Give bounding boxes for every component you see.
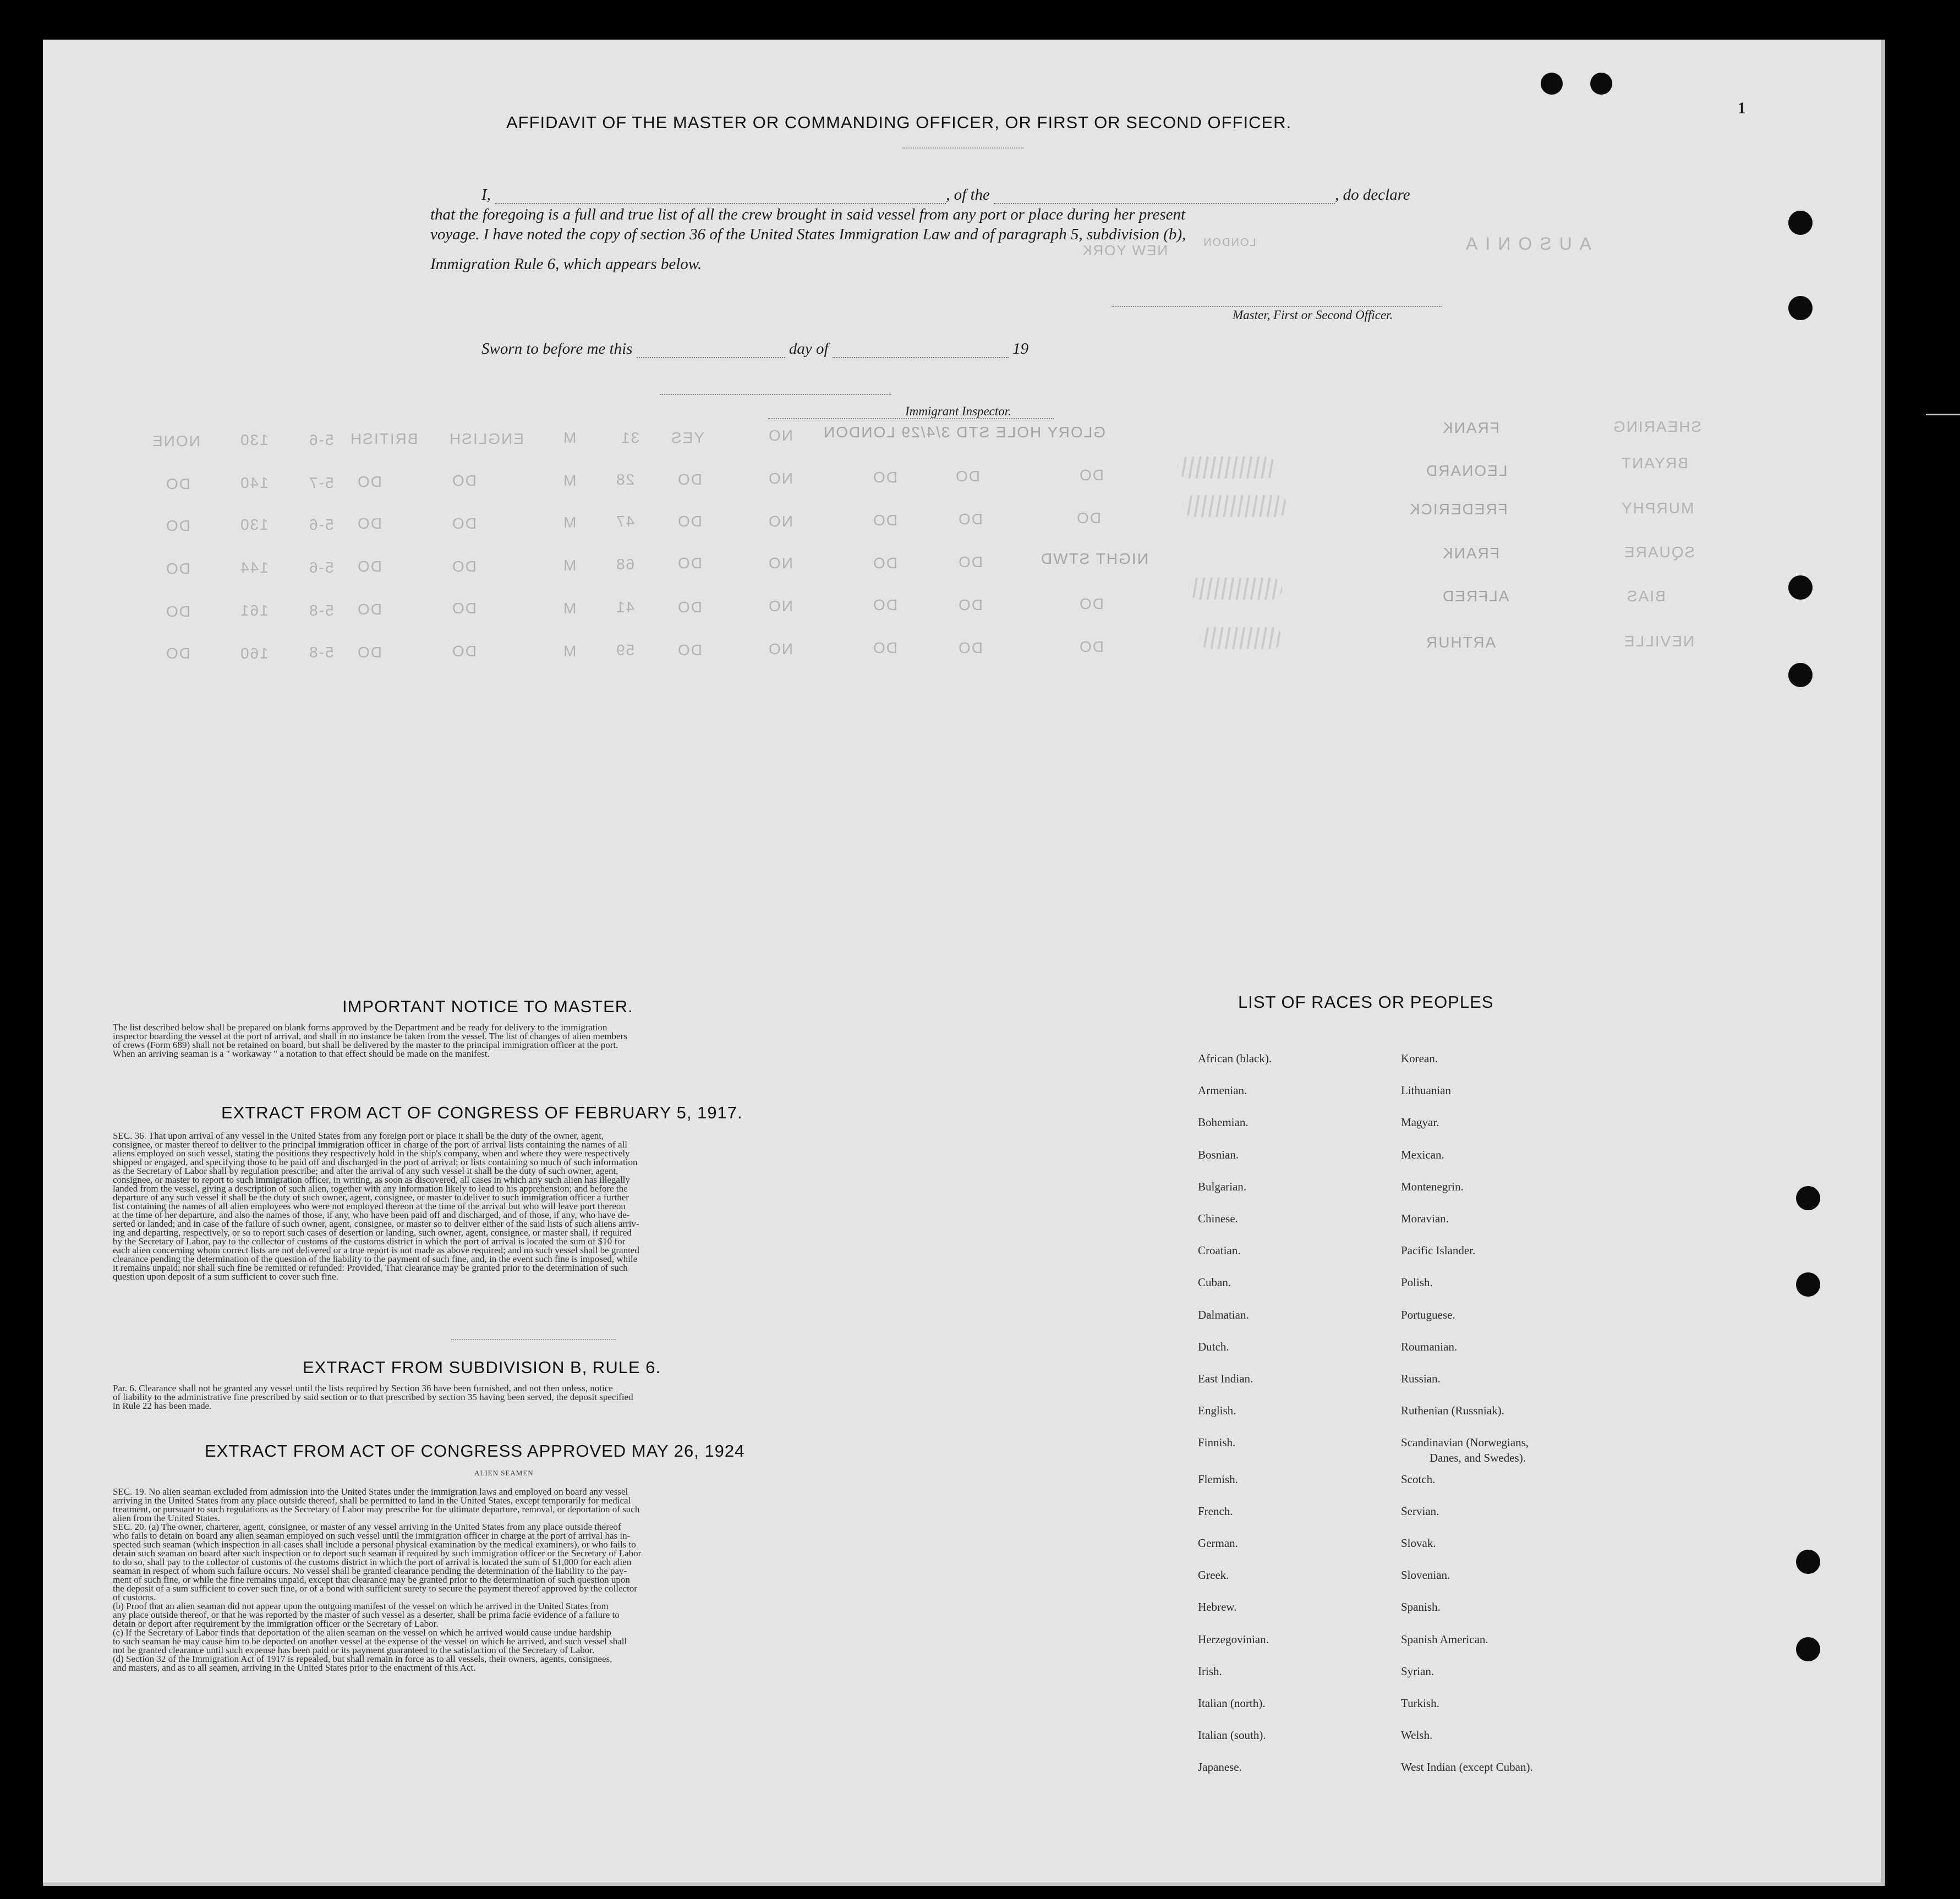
ghost-weight: 130 bbox=[239, 431, 269, 448]
race-item: Bosnian. bbox=[1198, 1148, 1239, 1161]
race-item: Ruthenian (Russniak). bbox=[1401, 1404, 1504, 1417]
ghost-c3: DO bbox=[677, 599, 702, 616]
ghost-surname: MURPHY bbox=[1620, 500, 1694, 517]
race-item: Roumanian. bbox=[1401, 1340, 1458, 1353]
affidavit-line-1: that the foregoing is a full and true list of all the crew brought in said vessel from any port or place during her present bbox=[430, 206, 1186, 223]
race-item: West Indian (except Cuban). bbox=[1401, 1760, 1533, 1774]
ghost-c4: DO bbox=[451, 472, 477, 489]
ghost-marks: DO bbox=[165, 603, 190, 620]
ghost-c3: YES bbox=[670, 429, 705, 446]
race-item: African (black). bbox=[1198, 1052, 1272, 1065]
ghost-col1b: DO bbox=[957, 639, 983, 656]
ghost-col1b: DO bbox=[957, 596, 983, 613]
ghost-c4: DO bbox=[451, 515, 477, 532]
ghost-given: ALFRED bbox=[1442, 588, 1509, 605]
ghost-c3: DO bbox=[677, 555, 702, 572]
punch-hole bbox=[1788, 575, 1813, 600]
affidavit-line-3: Immigration Rule 6, which appears below. bbox=[430, 255, 702, 273]
ghost-new-york: NEW YORK bbox=[1081, 242, 1168, 259]
ghost-col1: NIGHT STWD bbox=[1040, 550, 1148, 567]
extract-rule6-text: Par. 6. Clearance shall not be granted any vessel until the lists required by Section 36 have been furnished, and not then unless, notice of liability to the administrative fine prescribed by said section or to that prescribed by section 35 having been served, the deposit specified in Rule 22 has been made. bbox=[113, 1383, 633, 1411]
ghost-handwriting bbox=[1200, 627, 1282, 649]
ghost-age: 68 bbox=[615, 556, 635, 573]
ghost-sex: M bbox=[562, 557, 577, 574]
ghost-col1c: DO bbox=[872, 555, 897, 572]
ghost-col1c: DO bbox=[872, 512, 897, 529]
ghost-height: 5-7 bbox=[308, 474, 334, 491]
punch-hole bbox=[1788, 211, 1813, 235]
race-item: Italian (south). bbox=[1198, 1728, 1266, 1742]
ghost-age: 59 bbox=[615, 641, 635, 658]
ghost-col1c: DO bbox=[872, 469, 897, 486]
ghost-sex: M bbox=[562, 472, 577, 489]
ghost-col1: DO bbox=[1078, 466, 1104, 484]
ghost-c5: DO bbox=[357, 515, 382, 532]
ghost-handwriting bbox=[1189, 578, 1282, 600]
sworn-month-field[interactable] bbox=[833, 357, 1009, 358]
ghost-given: LEONARD bbox=[1425, 462, 1508, 479]
master-signature-line[interactable] bbox=[1112, 306, 1442, 307]
ghost-age: 47 bbox=[615, 513, 635, 530]
ghost-age: 41 bbox=[615, 599, 635, 616]
race-item: Korean. bbox=[1401, 1052, 1438, 1065]
sworn-label: Sworn to before me this bbox=[481, 340, 633, 358]
title-underline bbox=[902, 147, 1023, 149]
ghost-given: FREDERICK bbox=[1409, 501, 1508, 518]
ghost-col1: DO bbox=[1078, 638, 1104, 655]
ghost-surname: BRYANT bbox=[1620, 454, 1688, 471]
ghost-age: 28 bbox=[615, 471, 635, 488]
race-item: Welsh. bbox=[1401, 1728, 1433, 1742]
ghost-c5: DO bbox=[357, 601, 382, 618]
ghost-weight: 130 bbox=[239, 516, 269, 533]
race-item: Syrian. bbox=[1401, 1665, 1435, 1678]
ghost-height: 5-6 bbox=[308, 516, 334, 533]
ghost-c3: DO bbox=[677, 641, 702, 658]
race-item: Montenegrin. bbox=[1401, 1180, 1464, 1193]
ghost-col1c: DO bbox=[872, 596, 897, 613]
vessel-field[interactable] bbox=[994, 203, 1335, 204]
race-item: Spanish. bbox=[1401, 1600, 1441, 1613]
day-of-label: day of bbox=[789, 340, 829, 358]
ghost-c2: NO bbox=[768, 513, 793, 530]
race-item: Russian. bbox=[1401, 1372, 1441, 1385]
race-item: Scotch. bbox=[1401, 1473, 1436, 1486]
ghost-col1b: DO bbox=[955, 468, 980, 485]
ghost-col1b: DO bbox=[957, 553, 983, 570]
ghost-age: 31 bbox=[620, 429, 640, 446]
ghost-surname: SHEARING bbox=[1612, 418, 1702, 435]
punch-hole bbox=[1796, 1186, 1820, 1210]
ghost-given: FRANK bbox=[1442, 545, 1499, 562]
ghost-london: LONDON bbox=[1202, 237, 1256, 249]
race-item: Flemish. bbox=[1198, 1473, 1238, 1486]
race-item: Moravian. bbox=[1401, 1212, 1449, 1225]
race-item: Japanese. bbox=[1198, 1760, 1242, 1774]
inspector-signature-line[interactable] bbox=[660, 394, 891, 395]
race-item: Polish. bbox=[1401, 1276, 1433, 1289]
ghost-height: 5-6 bbox=[308, 431, 334, 448]
race-item: Croatian. bbox=[1198, 1244, 1241, 1257]
ghost-given: FRANK bbox=[1442, 419, 1499, 436]
ghost-weight: 140 bbox=[239, 474, 269, 491]
ghost-handwriting bbox=[1183, 495, 1288, 517]
ghost-weight: 144 bbox=[239, 559, 269, 576]
race-item: Armenian. bbox=[1198, 1084, 1247, 1097]
ghost-c4: DO bbox=[451, 643, 477, 660]
race-item: Turkish. bbox=[1401, 1697, 1439, 1710]
sworn-day-field[interactable] bbox=[637, 357, 785, 358]
inspector-label: Immigrant Inspector. bbox=[905, 404, 1011, 418]
ghost-col1: DO bbox=[1076, 509, 1101, 526]
ghost-c2: NO bbox=[768, 470, 793, 487]
ghost-c5: DO bbox=[357, 473, 382, 490]
punch-hole bbox=[1788, 663, 1813, 687]
ghost-c5: DO bbox=[357, 644, 382, 661]
race-item: Dalmatian. bbox=[1198, 1308, 1249, 1321]
ghost-col1: DO bbox=[1078, 595, 1104, 612]
ghost-given: ARTHUR bbox=[1425, 634, 1496, 651]
extract-1924-text: SEC. 19. No alien seaman excluded from admission into the United States under the immigration laws and employed on board any vessel arriving in the United States from any place outside thereof, shall be permitted to land in the United States, except temporarily for medical treatment, or pursuant to such regulations as the Secretary of Labor may prescribe for the ultimate departure, removal, or deportation of such alien from the United States. SEC. 20. (a) The owner, charterer, agent, consignee, or master of any vessel arriving in the United States from any place outside thereof who fails to detain on board any alien seaman employed on such vessel until the immigration officer in charge at the port of arrival has in- spected such seaman (which inspection in all cases shall include a personal physical examination by the medical examiners), or who fails to detain such seaman on board after such inspection or to deport such seaman if required by such immigration officer or the Secretary of Labor to do so, shall pay to the collector of customs of the customs district in which the port of arrival is located the sum of $1,000 for each alien seaman in respect of whom such failure occurs. No vessel shall be granted clearance pending the determination of the liability to the pay- ment of such fine, or while the fine remains unpaid, except that clearance may be granted prior to the determination of such question upon the deposit of a sum sufficient to cover such fine, or of a bond with sufficient surety to secure the payment thereof approved by the collector of customs. (b) Proof that an alien seaman did not appear upon the outgoing manifest of the vessel on which he arrived in the United States from any place outside thereof, or that he was reported by the master of such vessel as a deserter, shall be prima facie evidence of a failure to detain or deport after requirement by the immigration officer or the Secretary of Labor. (c) If the Secretary of Labor finds that deportation of the alien seaman on the vessel on which he arrived would cause undue hardship to such seaman he may cause him to be deported on another vessel at the expense of the vessel on which he arrived, and such vessel shall not be granted clearance until such expense has been paid or its payment guaranteed to the satisfaction of the Secretary of Labor. (d) Section 32 of the Immigration Act of 1917 is repealed, but shall remain in force as to all vessels, their owners, agents, consignees, and masters, and as to all seamen, arriving in the United States prior to the enactment of this Act. bbox=[113, 1486, 642, 1673]
ghost-sex: M bbox=[562, 429, 577, 446]
extract-1924-title: EXTRACT FROM ACT OF CONGRESS APPROVED MAY 26, 1924 bbox=[205, 1441, 745, 1461]
race-item: German. bbox=[1198, 1536, 1238, 1550]
race-item-continued: Danes, and Swedes). bbox=[1430, 1451, 1526, 1464]
ghost-height: 5-8 bbox=[308, 602, 334, 619]
of-the-label: , of the bbox=[946, 186, 990, 204]
ghost-c5: BRITISH bbox=[349, 430, 418, 447]
race-item: Bohemian. bbox=[1198, 1116, 1249, 1129]
race-item: Lithuanian bbox=[1401, 1084, 1451, 1097]
extract-rule6-title: EXTRACT FROM SUBDIVISION B, RULE 6. bbox=[303, 1358, 661, 1377]
affidavit-line-2: voyage. I have noted the copy of section 36 of the United States Immigration Law and of paragraph 5, subdivision (b), bbox=[430, 226, 1186, 243]
race-item: Portuguese. bbox=[1401, 1308, 1455, 1321]
year-label: 19 bbox=[1012, 340, 1029, 358]
race-item: Dutch. bbox=[1198, 1340, 1229, 1353]
punch-hole bbox=[1796, 1550, 1820, 1574]
ghost-c2: NO bbox=[768, 597, 793, 614]
master-label: Master, First or Second Officer. bbox=[1233, 308, 1393, 322]
affidavit-title: AFFIDAVIT OF THE MASTER OR COMMANDING OFFICER, OR FIRST OR SECOND OFFICER. bbox=[506, 113, 1292, 132]
race-item: Hebrew. bbox=[1198, 1600, 1237, 1613]
ghost-ship-name: AUSONIA bbox=[1458, 234, 1592, 254]
race-item: English. bbox=[1198, 1404, 1236, 1417]
ghost-surname: NEVILLE bbox=[1623, 633, 1695, 650]
i-label: I, bbox=[481, 186, 491, 204]
ghost-surname: SQUARE bbox=[1623, 544, 1695, 561]
ghost-sex: M bbox=[562, 600, 577, 617]
ghost-weight: 161 bbox=[239, 602, 269, 619]
race-item: Spanish American. bbox=[1401, 1633, 1488, 1646]
race-item: Servian. bbox=[1401, 1505, 1439, 1518]
ghost-c2: NO bbox=[768, 640, 793, 657]
race-item: Herzegovinian. bbox=[1198, 1633, 1269, 1646]
race-item: Greek. bbox=[1198, 1568, 1229, 1582]
ghost-c2: NO bbox=[768, 427, 793, 444]
ghost-marks: DO bbox=[165, 475, 190, 492]
ghost-col1b: DO bbox=[957, 511, 983, 528]
name-field[interactable] bbox=[495, 203, 946, 204]
ghost-marks: DO bbox=[165, 560, 190, 577]
race-item: Slovak. bbox=[1401, 1536, 1436, 1550]
ghost-marks: NONE bbox=[151, 432, 200, 449]
race-item: Italian (north). bbox=[1198, 1697, 1266, 1710]
edge-tick bbox=[1926, 414, 1960, 415]
races-title: LIST OF RACES OR PEOPLES bbox=[1238, 992, 1494, 1012]
extract-1924-subtitle: ALIEN SEAMEN bbox=[474, 1469, 534, 1477]
ghost-c4: DO bbox=[451, 558, 477, 575]
affidavit-i-line bbox=[481, 186, 1410, 204]
race-item: Mexican. bbox=[1401, 1148, 1444, 1161]
ghost-marks: DO bbox=[165, 517, 190, 534]
ghost-sex: M bbox=[562, 643, 577, 660]
punch-hole bbox=[1788, 296, 1813, 320]
extract-1917-text: SEC. 36. That upon arrival of any vessel in the United States from any foreign port or place it shall be the duty of the owner, agent, consignee, or master thereof to deliver to the principal immigration officer in charge of the port of arrival lists containing the names of all aliens employed on such vessel, stating the positions they respectively hold in the ship's company, when and where they were respectively shipped or engaged, and specifying those to be paid off and discharged in the port of arrival; or lists containing so much of such information as the Secretary of Labor shall by regulation prescribe; and after the arrival of any such vessel it shall be the duty of such owner, agent, consignee, or master to report to such immigration officer, in writing, as soon as discovered, all cases in which any such alien has illegally landed from the vessel, giving a description of such alien, together with any information likely to lead to his apprehension; and before the departure of any such vessel it shall be the duty of such owner, agent, consignee, or master to deliver to such immigration officer a further list containing the names of all alien employees who were not employed thereon at the time of the arrival but who will leave port thereon at the time of her departure, and also the names of those, if any, who have been paid off and discharged, and of those, if any, who have de- serted or landed; and in case of the failure of such owner, agent, consignee, or master so to deliver either of the said lists of such aliens arriv- ing and departing, respectively, or so to report such cases of desertion or landing, such owner, agent, consignee, or master shall, if required by the Secretary of Labor, pay to the collector of customs of the customs district in which the port of arrival is located the sum of $10 for each alien concerning whom correct lists are not delivered or a true report is not made as above required; and no such vessel shall be granted clearance pending the determination of the question of the liability to the payment of such fine, and, in the event such fine is imposed, while it remains unpaid; nor shall such fine be remitted or refunded: Provided, That clearance may be granted prior to the determination of such question upon deposit of a sum sufficient to cover such fine. bbox=[113, 1130, 639, 1282]
race-item: Scandinavian (Norwegians, bbox=[1401, 1436, 1529, 1449]
ghost-weight: 160 bbox=[239, 645, 269, 662]
race-item: Slovenian. bbox=[1401, 1568, 1450, 1582]
ghost-col1: GLORY HOLE STD 3/4/29 LONDON bbox=[823, 424, 1106, 441]
sworn-line bbox=[481, 340, 1028, 358]
punch-hole bbox=[1590, 73, 1612, 95]
notice-text: The list described below shall be prepared on blank forms approved by the Department and be ready for delivery to the immigration inspector boarding the vessel at the port of arrival, and shall in no instance be taken from the vessel. The list of changes of alien members of crews (Form 689) shall not be retained on board, but shall be delivered by the master to the principal immigration officer at the port. When an arriving seaman is a " workaway " a notation to that effect should be made on the manifest. bbox=[113, 1022, 627, 1059]
race-item: Bulgarian. bbox=[1198, 1180, 1247, 1193]
race-item: Pacific Islander. bbox=[1401, 1244, 1476, 1257]
notice-title: IMPORTANT NOTICE TO MASTER. bbox=[342, 997, 633, 1016]
section-divider bbox=[451, 1339, 616, 1340]
race-item: Chinese. bbox=[1198, 1212, 1238, 1225]
ghost-col1c: DO bbox=[872, 639, 897, 656]
ghost-c5: DO bbox=[357, 558, 382, 575]
race-item: French. bbox=[1198, 1505, 1233, 1518]
race-item: Cuban. bbox=[1198, 1276, 1231, 1289]
race-item: Irish. bbox=[1198, 1665, 1222, 1678]
ghost-c3: DO bbox=[677, 471, 702, 488]
ghost-height: 5-8 bbox=[308, 644, 334, 661]
ghost-sex: M bbox=[562, 514, 577, 531]
extract-1917-title: EXTRACT FROM ACT OF CONGRESS OF FEBRUARY 5, 1917. bbox=[221, 1103, 743, 1122]
race-item: East Indian. bbox=[1198, 1372, 1253, 1385]
ghost-c3: DO bbox=[677, 513, 702, 530]
do-declare-label: , do declare bbox=[1335, 186, 1410, 204]
punch-hole bbox=[1541, 73, 1563, 95]
ghost-marks: DO bbox=[165, 645, 190, 662]
page-mark: 1 bbox=[1738, 99, 1746, 117]
ghost-height: 5-6 bbox=[308, 559, 334, 576]
ghost-c2: NO bbox=[768, 555, 793, 572]
punch-hole bbox=[1796, 1637, 1820, 1661]
race-item: Magyar. bbox=[1401, 1116, 1439, 1129]
ghost-c4: ENGLISH bbox=[448, 430, 524, 447]
ghost-surname: BIAS bbox=[1626, 588, 1666, 605]
race-item: Finnish. bbox=[1198, 1436, 1236, 1449]
ghost-handwriting bbox=[1178, 457, 1277, 479]
punch-hole bbox=[1796, 1272, 1820, 1297]
ghost-c4: DO bbox=[451, 600, 477, 617]
